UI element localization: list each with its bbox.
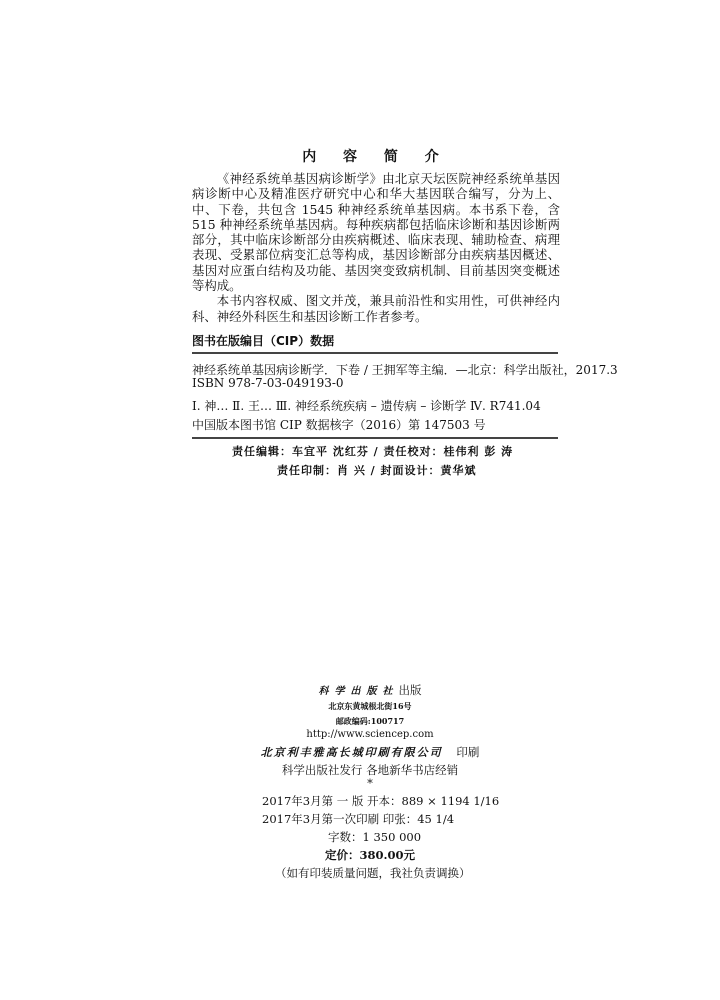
cip-line-title: 神经系统单基因病诊断学．下卷 / 王拥军等主编．—北京：科学出版社，2017.3 xyxy=(192,363,618,377)
publisher-address: 北京东黄城根北街16号 xyxy=(328,701,412,711)
publisher-suffix: 出版 xyxy=(398,683,422,697)
separator-asterisk: * xyxy=(367,776,373,790)
price: 定价：380.00元 xyxy=(325,848,416,862)
printer-suffix: 印刷 xyxy=(456,745,480,759)
cip-line-classification: Ⅰ. 神… Ⅱ. 王… Ⅲ. 神经系统疾病 – 遗传病 – 诊断学 Ⅳ. R741.04 xyxy=(192,399,541,413)
quality-notice: （如有印装质量问题，我社负责调换） xyxy=(275,866,471,880)
distribution-line: 科学出版社发行 各地新华书店经销 xyxy=(281,763,459,777)
summary-paragraph-2: 本书内容权威、图文并茂，兼具前沿性和实用性，可供神经内科、神经外科医生和基因诊断工作者参考。 xyxy=(192,293,560,324)
publisher-line xyxy=(0,682,720,698)
credits-editors: 责任编辑：车宜平 沈红芬 / 责任校对：桂伟利 彭 涛 xyxy=(232,445,514,458)
summary-title: 内 容 简 介 xyxy=(302,149,450,165)
edition-line: 2017年3月第 一 版 开本：889 × 1194 1/16 xyxy=(262,794,500,808)
publisher-postcode: 邮政编码:100717 xyxy=(335,716,405,726)
word-count: 字数：1 350 000 xyxy=(328,830,422,844)
summary-body xyxy=(192,171,560,324)
printer-brand: 北京利丰雅高长城印刷有限公司 xyxy=(260,746,443,759)
cip-line-record-number: 中国版本图书馆 CIP 数据核字（2016）第 147503 号 xyxy=(192,418,486,432)
printing-line: 2017年3月第一次印刷 印张：45 1/4 xyxy=(262,812,455,826)
credits-production: 责任印制：肖 兴 / 封面设计：黄华斌 xyxy=(277,464,477,477)
cip-line-isbn: ISBN 978-7-03-049193-0 xyxy=(192,376,344,390)
publisher-brand: 科学出版社 xyxy=(318,686,399,697)
cip-heading: 图书在版编目（CIP）数据 xyxy=(192,334,335,348)
printer-line xyxy=(0,744,720,760)
publisher-url: http://www.sciencep.com xyxy=(306,729,434,740)
summary-paragraph-1: 《神经系统单基因病诊断学》由北京天坛医院神经系统单基因病诊断中心及精准医疗研究中心和华大基因联合编写，分为上、中、下卷，共包含 1545 种神经系统单基因病。本书系下卷，含 515 种神经系统单基因病。每种疾病都包括临床诊断和基因诊断两部分，其中临床诊断部分由疾病概述、临床表现、辅助检查、病理表现、受累部位病变汇总等构成，基因诊断部分由疾病基因概述、基因对应蛋白结构及功能、基因突变致病机制、目前基因突变概述等构成。 xyxy=(192,171,560,294)
cip-bottom-rule xyxy=(192,437,558,439)
cip-top-rule xyxy=(192,352,558,354)
